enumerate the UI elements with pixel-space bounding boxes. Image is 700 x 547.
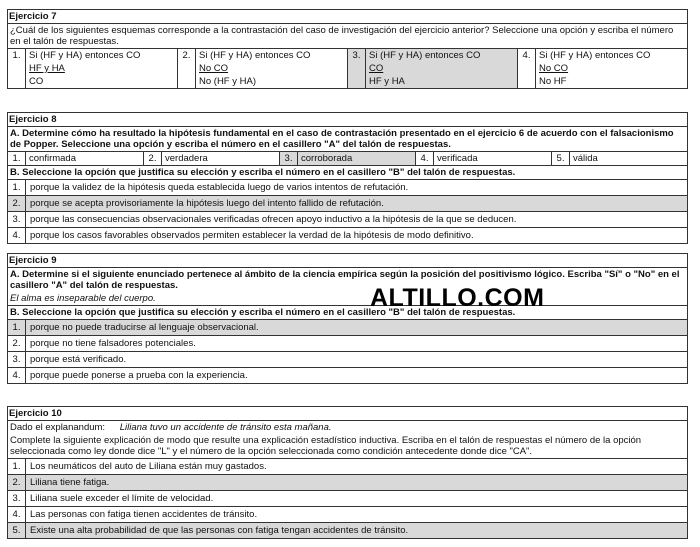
option-number: 2.	[144, 152, 162, 165]
option-number: 2.	[8, 336, 26, 351]
exercise-10-instruction: Complete la siguiente explicación de modo que resulte una explicación estadístico inductiva. Escriba en el talón de respuestas el número de la opción seleccionada como ley donde dice "L" y el número de la opción seleccionada como condición antecedente donde dice "CA".	[10, 435, 642, 457]
list-item[interactable]	[8, 179, 687, 195]
list-item[interactable]	[8, 474, 687, 490]
option-1[interactable]	[26, 49, 178, 88]
option-number: 4.	[518, 49, 536, 88]
option-number: 3.	[8, 491, 26, 506]
option-number: 1.	[8, 49, 26, 88]
option-text: porque está verificado.	[30, 354, 127, 365]
premise-2: HF y HA	[29, 63, 65, 74]
given-label: Dado el explanandum:	[10, 422, 106, 433]
option-number: 2.	[178, 49, 196, 88]
option-verificada[interactable]: verificada	[434, 152, 552, 165]
conclusion: No HF	[539, 76, 567, 87]
exercise-7-title: Ejercicio 7	[7, 9, 688, 23]
option-number: 4.	[8, 228, 26, 243]
option-text: Las personas con fatiga tienen accidentes de tránsito.	[30, 509, 258, 520]
exercise-10-title: Ejercicio 10	[7, 406, 688, 420]
option-verdadera[interactable]: verdadera	[162, 152, 280, 165]
list-item[interactable]	[8, 319, 687, 335]
conclusion: HF y HA	[369, 76, 405, 87]
option-number: 1.	[8, 459, 26, 474]
exercise-9-title: Ejercicio 9	[7, 253, 688, 267]
list-item[interactable]	[8, 490, 687, 506]
option-number: 1.	[8, 320, 26, 335]
list-item[interactable]	[8, 195, 687, 211]
option-text: porque se acepta provisoriamente la hipótesis luego del intento fallido de refutación.	[30, 198, 384, 209]
option-text: porque las consecuencias observacionales verificadas ofrecen apoyo inductivo a la hipótesis de la que se deducen.	[30, 214, 517, 225]
list-item[interactable]	[8, 367, 687, 383]
list-item[interactable]	[8, 506, 687, 522]
watermark-logo: ALTILLO.COM	[370, 284, 545, 312]
option-number: 3.	[280, 152, 298, 165]
option-text: porque la validez de la hipótesis queda establecida luego de varios intentos de refutación.	[30, 182, 409, 193]
premise-1: Si (HF y HA) entonces CO	[29, 50, 141, 61]
option-text: porque no puede traducirse al lenguaje observacional.	[30, 322, 259, 333]
option-3[interactable]	[366, 49, 518, 88]
option-number: 5.	[8, 523, 26, 538]
option-text: Liliana suele exceder el límite de velocidad.	[30, 493, 214, 504]
premise-1: Si (HF y HA) entonces CO	[369, 50, 481, 61]
list-item[interactable]	[8, 458, 687, 474]
premise-2: CO	[369, 63, 384, 74]
premise-1: Si (HF y HA) entonces CO	[539, 50, 651, 61]
option-number: 2.	[8, 475, 26, 490]
exercise-10-given	[8, 421, 687, 434]
option-number: 5.	[552, 152, 570, 165]
exercise-8	[7, 112, 688, 244]
option-number: 2.	[8, 196, 26, 211]
exercise-9-statement: El alma es inseparable del cuerpo.	[10, 293, 156, 304]
option-number: 4.	[8, 507, 26, 522]
list-item[interactable]	[8, 335, 687, 351]
option-text: porque los casos favorables observados permiten establecer la verdad de la hipótesis de modo definitivo.	[30, 230, 474, 241]
option-number: 1.	[8, 152, 26, 165]
option-text: Liliana tiene fatiga.	[30, 477, 110, 488]
option-number: 4.	[416, 152, 434, 165]
exercise-7-question: ¿Cuál de los siguientes esquemas corresponde a la contrastación del caso de investigación del ejercicio anterior? Seleccione una opción y escriba el número en el talón de respuestas.	[10, 25, 674, 47]
option-number: 3.	[348, 49, 366, 88]
option-valida[interactable]: válida	[573, 153, 598, 164]
conclusion: No (HF y HA)	[199, 76, 256, 87]
option-confirmada[interactable]: confirmada	[26, 152, 144, 165]
option-4[interactable]	[536, 49, 687, 88]
list-item[interactable]	[8, 351, 687, 367]
exercise-9-part-b: B. Seleccione la opción que justifica su elección y escriba el número en el casillero "B" del talón de respuestas.	[8, 305, 687, 319]
exercise-8-part-a: A. Determine cómo ha resultado la hipótesis fundamental en el caso de contrastación presentado en el ejercicio 6 de acuerdo con el falsacionismo de Popper. Seleccione una opción y escriba el número en el casillero "A" del talón de respuestas.	[10, 128, 674, 150]
premise-1: Si (HF y HA) entonces CO	[199, 50, 311, 61]
conclusion: CO	[29, 76, 44, 87]
explanandum-text: Liliana tuvo un accidente de tránsito esta mañana.	[119, 422, 332, 433]
list-item[interactable]	[8, 227, 687, 243]
exercise-9-part-a: A. Determine si el siguiente enunciado pertenece al ámbito de la ciencia empírica según la posición del positivismo lógico. Escriba "Sí" o "No" en el casillero "A" del talón de respuestas.	[10, 269, 680, 291]
list-item[interactable]	[8, 211, 687, 227]
exercise-8-options-a	[8, 151, 687, 165]
option-corroborada[interactable]: corroborada	[298, 152, 416, 165]
option-text: Los neumáticos del auto de Liliana están muy gastados.	[30, 461, 267, 472]
option-number: 3.	[8, 212, 26, 227]
premise-2: No CO	[539, 63, 569, 74]
exercise-8-part-b: B. Seleccione la opción que justifica su elección y escriba el número en el casillero "B" del talón de respuestas.	[8, 165, 687, 179]
option-number: 1.	[8, 180, 26, 195]
exercise-9	[7, 253, 688, 384]
exercise-7	[7, 9, 688, 89]
option-number: 3.	[8, 352, 26, 367]
exercise-7-options	[8, 48, 687, 88]
premise-2: No CO	[199, 63, 229, 74]
option-text: porque puede ponerse a prueba con la experiencia.	[30, 370, 248, 381]
option-number: 4.	[8, 368, 26, 383]
list-item[interactable]	[8, 522, 687, 538]
option-text: porque no tiene falsadores potenciales.	[30, 338, 196, 349]
option-2[interactable]	[196, 49, 348, 88]
option-text: Existe una alta probabilidad de que las personas con fatiga tengan accidentes de tránsito.	[30, 525, 409, 536]
exercise-8-title: Ejercicio 8	[7, 112, 688, 126]
exercise-10	[7, 406, 688, 539]
